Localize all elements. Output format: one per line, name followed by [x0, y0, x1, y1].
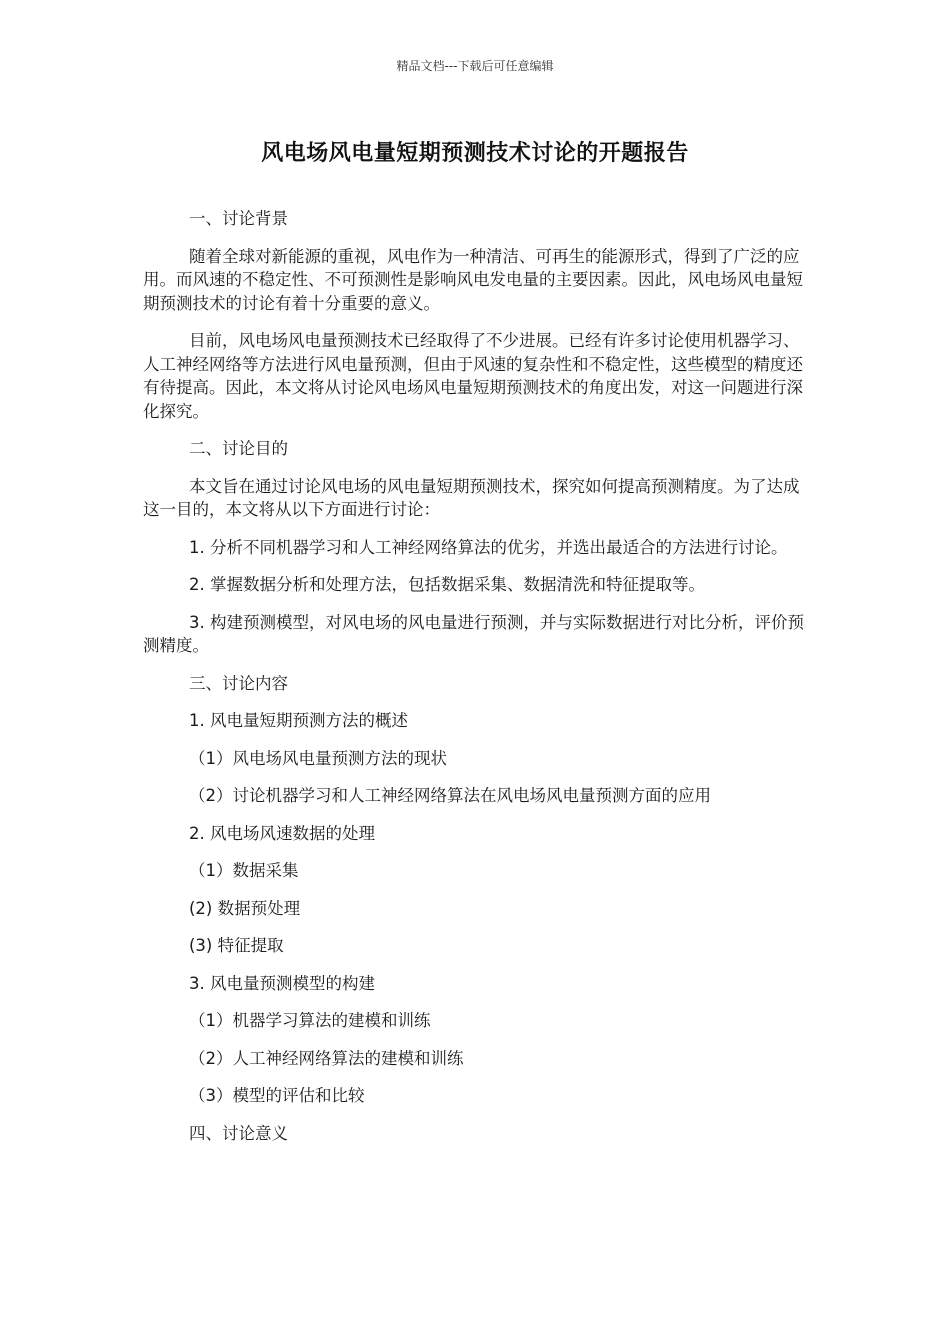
section-heading-content: 三、讨论内容 — [189, 673, 288, 693]
content-item-2-3: (3) 特征提取 — [189, 936, 284, 955]
purpose-item-1: 1. 分析不同机器学习和人工神经网络算法的优劣，并选出最适合的方法进行讨论。 — [189, 537, 788, 557]
paragraph-background-1: 随着全球对新能源的重视，风电作为一种清洁、可再生的能源形式，得到了广泛的应用。而风速的不稳定性、不可预测性是影响风电发电量的主要因素。因此，风电场风电量短期预测技术的讨论有着十分重要的意义。 — [143, 246, 803, 313]
content-item-1-1: （1）风电场风电量预测方法的现状 — [189, 748, 447, 768]
document-body — [143, 207, 807, 1159]
content-item-2: 2. 风电场风速数据的处理 — [189, 823, 375, 843]
content-item-1-2: （2）讨论机器学习和人工神经网络算法在风电场风电量预测方面的应用 — [189, 786, 711, 805]
purpose-item-2: 2. 掌握数据分析和处理方法，包括数据采集、数据清洗和特征提取等。 — [189, 575, 705, 594]
content-item-2-2: (2) 数据预处理 — [189, 898, 301, 918]
content-item-3-2: （2）人工神经网络算法的建模和训练 — [189, 1048, 464, 1068]
content-item-3: 3. 风电量预测模型的构建 — [189, 973, 375, 993]
content-item-3-1: （1）机器学习算法的建模和训练 — [189, 1011, 431, 1030]
header-note: 精品文档---下载后可任意编辑 — [396, 59, 554, 73]
paragraph-background-2: 目前，风电场风电量预测技术已经取得了不少进展。已经有许多讨论使用机器学习、人工神经网络等方法进行风电量预测，但由于风速的复杂性和不稳定性，这些模型的精度还有待提高。因此，本文将从讨论风电场风电量短期预测技术的角度出发，对这一问题进行深化探究。 — [143, 331, 803, 421]
content-item-1: 1. 风电量短期预测方法的概述 — [189, 711, 408, 730]
document-title: 风电场风电量短期预测技术讨论的开题报告 — [261, 141, 689, 166]
section-heading-purpose: 二、讨论目的 — [189, 439, 288, 458]
section-heading-background: 一、讨论背景 — [189, 209, 288, 228]
section-heading-significance: 四、讨论意义 — [189, 1123, 288, 1143]
content-item-3-3: （3）模型的评估和比较 — [189, 1086, 365, 1105]
content-item-2-1: （1）数据采集 — [189, 861, 299, 880]
paragraph-purpose-1: 本文旨在通过讨论风电场的风电量短期预测技术，探究如何提高预测精度。为了达成这一目的，本文将从以下方面进行讨论： — [143, 476, 800, 519]
purpose-item-3: 3. 构建预测模型，对风电场的风电量进行预测，并与实际数据进行对比分析，评价预测精度。 — [143, 612, 804, 655]
